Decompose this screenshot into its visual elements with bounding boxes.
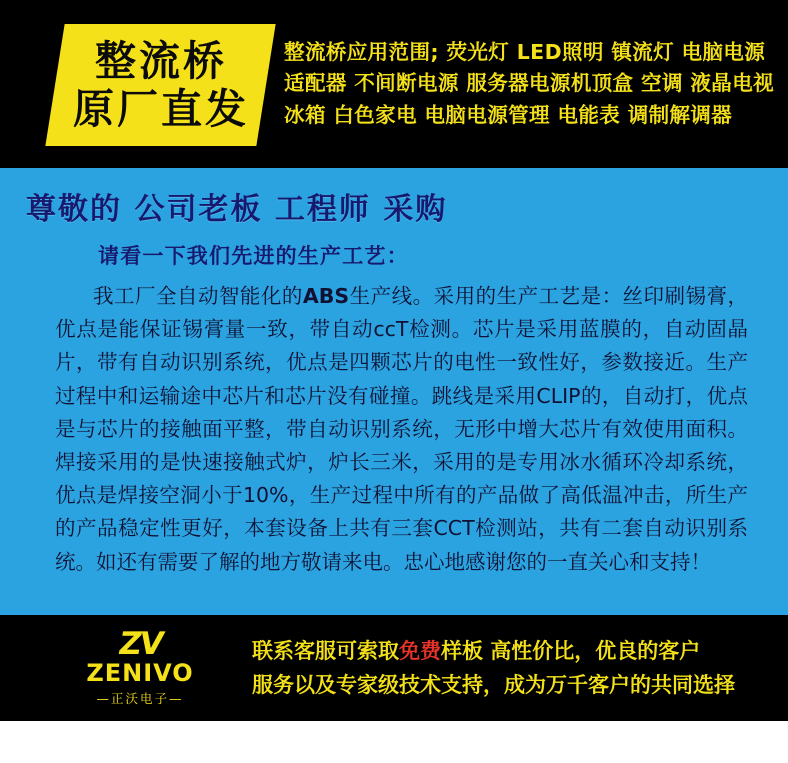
application-scope-line-3: 冰箱 白色家电 电脑电源管理 电能表 调制解调器	[284, 102, 733, 127]
body-paragraph	[0, 274, 788, 579]
bottom-line-1	[252, 634, 788, 668]
bottom-message	[238, 615, 788, 721]
section-subtitle: 请看一下我们先进的生产工艺：	[98, 244, 409, 268]
bottom-line-1-part-a: 联系客服可索取	[252, 638, 399, 663]
free-sample-highlight: 免费	[399, 638, 441, 663]
brand-block	[45, 24, 275, 146]
logo-monogram-icon: ZV	[115, 626, 165, 663]
page-title: 尊敬的 公司老板 工程师 采购	[26, 192, 448, 227]
paragraph-part-2: 生产线。采用的生产工艺是：丝印刷锡膏，优点是能保证锡膏量一致，带自动ccT检测。芯片是采用蓝膜的，自动固晶片，带有自动识别系统，优点是四颗芯片的电性一致性好，参数接近。生产过程中和运输途中芯片和芯片没有碰撞。跳线是采用CLIP的，自动打，优点是与芯片的接触面平整，带自动识别系统，无形中增大芯片有效使用面积。焊接采用的是快速接触式炉，炉长三米，采用的是专用冰水循环冷却系统，优点是焊接空洞小于10%，生产过程中所有的产品做了高低温冲击，所生产的产品稳定性更好，本套设备上共有三套CCT检测站，共有二套自动识别系统。如还有需要了解的地方敬请来电。忠心地感谢您的一直关心和支持！	[55, 284, 749, 574]
logo-subtitle: —正沃电子—	[96, 690, 184, 706]
application-scope-list	[266, 0, 788, 168]
company-logo	[42, 615, 238, 721]
application-scope-line-1: 整流桥应用范围; 荧光灯 LED照明 镇流灯 电脑电源	[284, 40, 766, 65]
logo-wordmark: ZENIVO	[86, 659, 194, 688]
bottom-line-1-part-b: 样板 高性价比，优良的客户	[441, 638, 701, 663]
top-banner	[0, 0, 788, 168]
paragraph-part-1: 我工厂全自动智能化的	[93, 284, 303, 308]
content-section	[0, 168, 788, 615]
brand-line-2: 原厂直发	[72, 85, 249, 133]
bottom-line-2: 服务以及专家级技术支持，成为万千客户的共同选择	[252, 673, 735, 697]
bottom-banner	[0, 615, 788, 721]
brand-line-1: 整流桥	[94, 36, 227, 85]
application-scope-line-2: 适配器 不间断电源 服务器电源机顶盒 空调 液晶电视	[284, 71, 774, 96]
footer-whitespace	[0, 721, 788, 763]
brand-inner	[67, 37, 255, 134]
paragraph-bold-term: ABS	[302, 284, 350, 308]
